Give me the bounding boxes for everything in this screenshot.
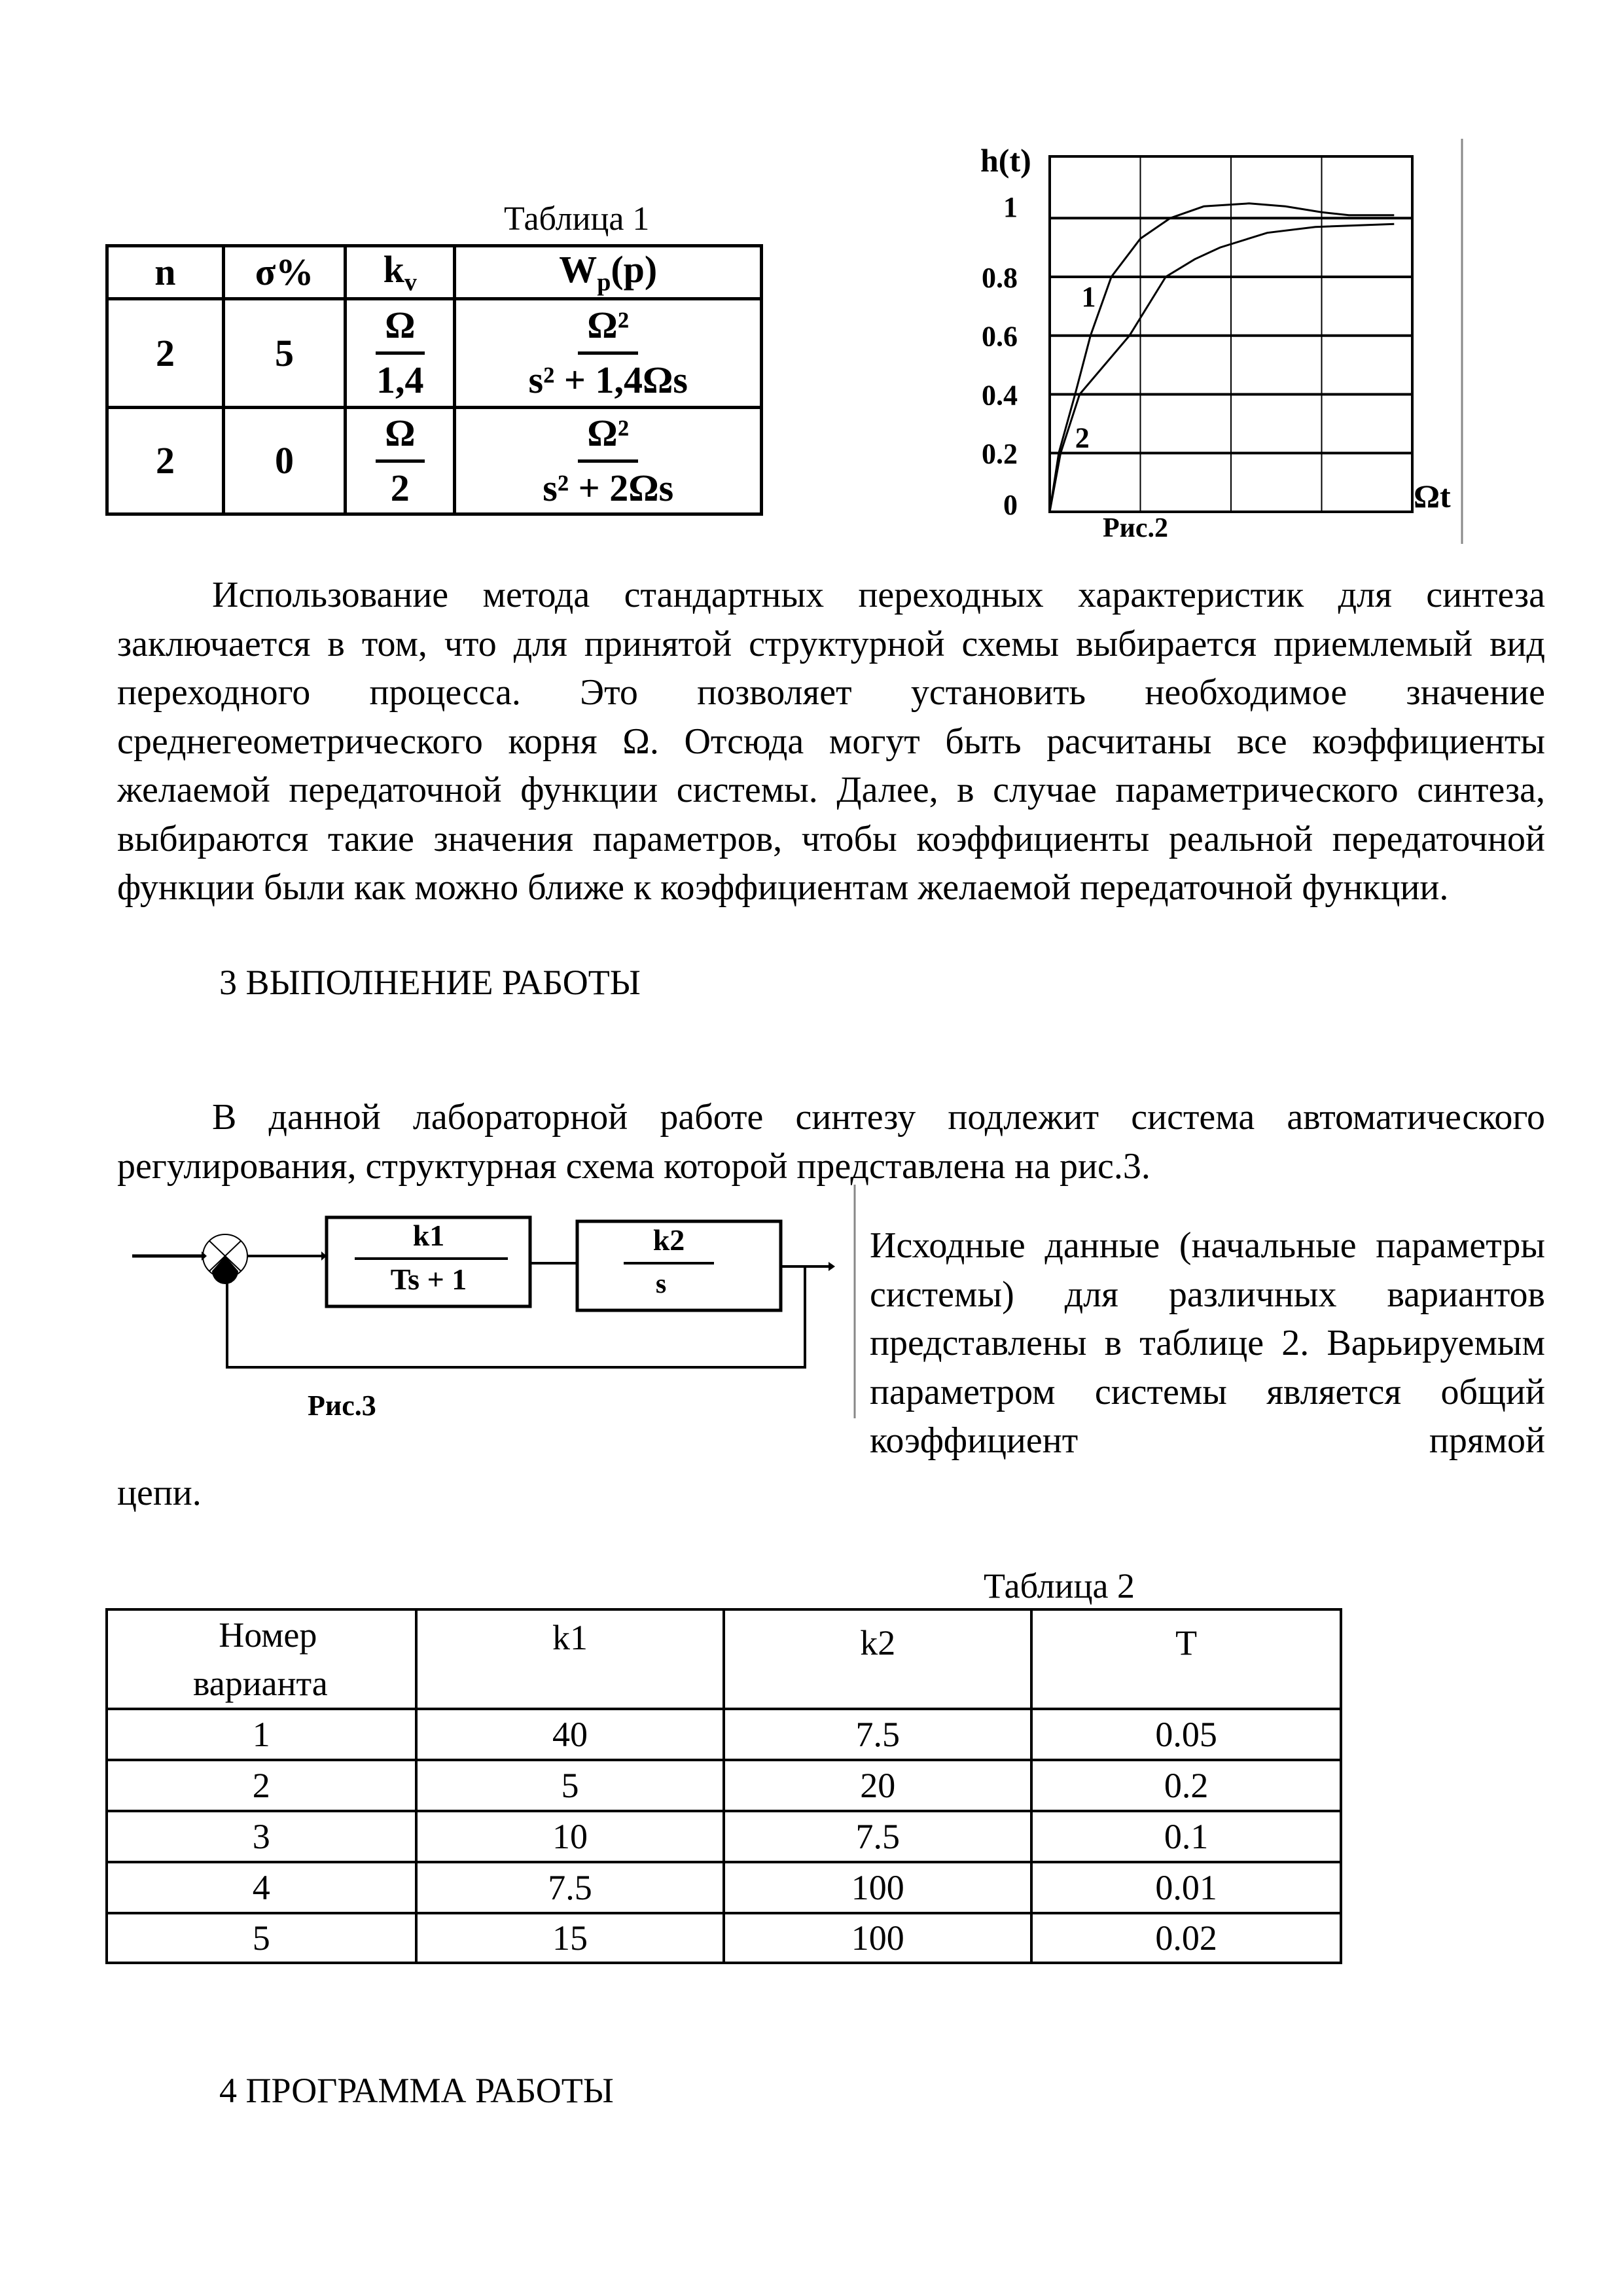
cell-n: 2 (107, 407, 224, 514)
wp-numerator: Ω² (578, 412, 638, 463)
cell-variant: 1 (107, 1709, 416, 1760)
table2-row (107, 1811, 1341, 1862)
header-n: n (107, 246, 224, 299)
header-T: T (1031, 1609, 1341, 1709)
wp-numerator: Ω² (578, 304, 638, 355)
header-k1: k1 (416, 1609, 724, 1709)
cell-k2: 20 (724, 1760, 1031, 1811)
y-tick-label: 1 (1003, 191, 1018, 224)
header-variant-line2: варианта (193, 1664, 328, 1703)
cell-variant: 4 (107, 1862, 416, 1913)
y-axis-label: h(t) (980, 142, 1031, 179)
paragraph-variants: Исходные данные (начальные параметры системы) для различных вариантов представлены в таблице 2. Варьируемым параметром системы является общий коэффициент прямой (870, 1225, 1545, 1461)
wp-denominator: s² + 1,4Ωs (528, 359, 688, 402)
block1-numerator: k1 (412, 1219, 445, 1252)
cell-k2: 7.5 (724, 1811, 1031, 1862)
table2-row (107, 1862, 1341, 1913)
header-variant-line1: Номер (219, 1615, 317, 1655)
series-2-line (1050, 224, 1394, 512)
cell-k2: 7.5 (724, 1709, 1031, 1760)
table2 (105, 1608, 1342, 1964)
block2-denominator: s (655, 1269, 667, 1299)
paragraph-variants-end: цепи. (117, 1473, 202, 1513)
section-heading-4: 4 ПРОГРАММА РАБОТЫ (219, 2071, 614, 2110)
y-tick-label: 0.8 (982, 261, 1018, 294)
cell-T: 0.01 (1031, 1862, 1341, 1913)
header-k2: k2 (724, 1609, 1031, 1709)
header-sigma: σ% (223, 246, 345, 299)
kv-denominator: 1,4 (376, 359, 424, 402)
wp-denominator: s² + 2Ωs (543, 466, 674, 509)
kv-numerator: Ω (376, 304, 424, 355)
y-tick-label: 0.4 (982, 379, 1018, 412)
y-tick-label: 0 (1003, 489, 1018, 521)
diagram-caption: Рис.3 (308, 1390, 376, 1422)
paragraph-method-text: Использование метода стандартных переходных характеристик для синтеза заключается в том, что для принятой структурной схемы выбирается приемлемый вид переходного процесса. Это позволяет установить необходимое значение среднегеометрического корня Ω. Отсюда могут быть расчитаны все коэффициенты желаемой передаточной функции системы. Далее, в случае параметрического синтеза, выбираются такие значения параметров, чтобы коэффициенты реальной передаточной функции были как можно ближе к коэффициентам желаемой передаточной функции. (117, 575, 1545, 908)
cell-T: 0.2 (1031, 1760, 1341, 1811)
table2-row (107, 1913, 1341, 1963)
cell-variant: 3 (107, 1811, 416, 1862)
wp-arg: (p) (611, 248, 658, 291)
kv-symbol: k (383, 248, 404, 291)
cell-k1: 7.5 (416, 1862, 724, 1913)
feedback-line (227, 1266, 805, 1367)
cell-T: 0.05 (1031, 1709, 1341, 1760)
x-axis-label: Ωt (1414, 478, 1451, 514)
block-diagram (0, 1172, 864, 1433)
step-response-chart (0, 0, 1623, 589)
table2-row (107, 1709, 1341, 1760)
cell-variant: 2 (107, 1760, 416, 1811)
kv-numerator: Ω (376, 412, 424, 463)
cell-k1: 15 (416, 1913, 724, 1963)
section-heading-3: 3 ВЫПОЛНЕНИЕ РАБОТЫ (219, 963, 641, 1002)
paragraph-method (117, 571, 1545, 912)
cell-k2: 100 (724, 1862, 1031, 1913)
cell-variant: 5 (107, 1913, 416, 1963)
cell-n: 2 (107, 298, 224, 407)
table2-row (107, 1760, 1341, 1811)
arrow-head (202, 1251, 207, 1261)
series-label-2: 2 (1075, 422, 1090, 454)
cell-sigma: 0 (223, 407, 345, 514)
y-tick-label: 0.6 (982, 320, 1018, 353)
series-1-line (1050, 204, 1394, 512)
cell-T: 0.02 (1031, 1913, 1341, 1963)
block2-numerator: k2 (652, 1223, 685, 1257)
arrow-head (829, 1262, 835, 1271)
table2-caption: Таблица 2 (984, 1566, 1135, 1605)
y-tick-label: 0.2 (982, 438, 1018, 471)
series-label-1: 1 (1081, 280, 1096, 313)
cell-k1: 10 (416, 1811, 724, 1862)
wp-symbol: W (559, 248, 597, 291)
cell-k2: 100 (724, 1913, 1031, 1963)
table2-header-row (107, 1609, 1341, 1709)
cell-T: 0.1 (1031, 1811, 1341, 1862)
paragraph-intro-text: В данной лабораторной работе синтезу подлежит система автоматического регулирования, структурная схема которой представлена на рис.3. (117, 1097, 1545, 1187)
block1-denominator: Ts + 1 (390, 1263, 467, 1296)
wp-subscript: p (597, 268, 611, 296)
cell-k1: 40 (416, 1709, 724, 1760)
cell-sigma: 5 (223, 298, 345, 407)
kv-subscript: v (404, 268, 417, 296)
chart-caption: Рис.2 (1103, 513, 1168, 543)
cell-k1: 5 (416, 1760, 724, 1811)
header-variant (107, 1609, 416, 1709)
kv-denominator: 2 (390, 466, 410, 509)
table1-caption: Таблица 1 (504, 200, 650, 238)
